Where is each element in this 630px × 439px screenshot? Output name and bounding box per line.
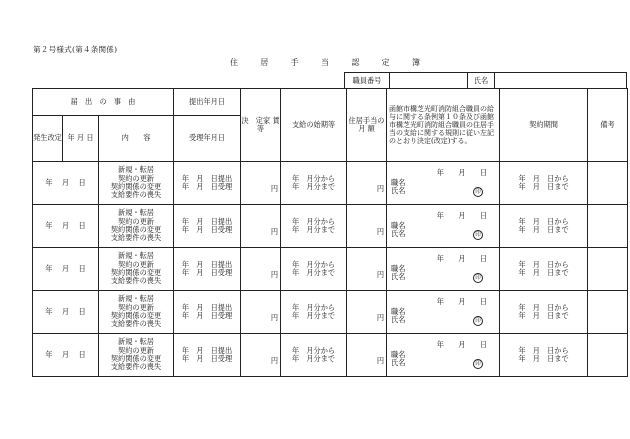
to-day: 年 月 日まで [518,182,569,191]
remarks-field[interactable] [588,162,628,205]
reason-item: 契約の更新 [118,259,154,269]
ordinance-text: 函館市構芝光町消防組合職員の給与に関する条例第１０条及び函館市構芝光町消防組合職員の住居手当の支給に関する規則に従い左記のとおり決定(改定)する。 [387,89,500,162]
contract-period[interactable] [500,162,588,205]
monthly-amount-field[interactable] [347,291,387,334]
from-month: 年 月分から [291,345,336,355]
monthly-amount-field[interactable] [347,162,387,205]
occurrence-date[interactable]: 年 月 日 [33,162,99,205]
from-month: 年 月分から [291,173,336,183]
reason-item: 支給要件の喪失 [110,319,162,329]
reason-list[interactable] [99,291,174,334]
title-char: 当 [320,58,329,67]
decision-date: 年 月 日 [436,210,488,220]
title-char: 簿 [411,58,420,67]
table-row [33,291,628,334]
name-label: 氏名 [391,358,406,368]
decision-block[interactable] [387,334,500,377]
payment-period[interactable] [281,248,347,291]
remarks-field[interactable] [588,205,628,248]
yen-unit: 円 [270,269,279,279]
name-label: 氏名 [468,73,495,89]
from-day: 年 月 日から [518,216,569,226]
receipt-date-header: 受理年月日 [174,116,241,162]
from-month: 年 月分から [291,302,336,312]
name-label: 氏名 [391,315,406,325]
name-field[interactable] [495,73,627,89]
reason-item: 契約の更新 [118,216,154,226]
decision-block[interactable] [387,248,500,291]
to-month: 年 月分まで [291,182,336,191]
to-day: 年 月 日まで [518,268,569,277]
table-row [33,334,628,377]
to-month: 年 月分まで [291,354,336,363]
yen-unit: 円 [376,226,385,236]
reason-item: 支給要件の喪失 [110,190,162,200]
payment-period[interactable] [281,291,347,334]
to-day: 年 月 日まで [518,354,569,363]
from-day: 年 月 日から [518,302,569,312]
title-label: 職名 [391,307,406,316]
reason-item: 契約関係の変更 [110,182,162,191]
received-date: 年 月 日受理 [181,311,233,320]
table-row [33,248,628,291]
title-char: 居 [260,58,269,67]
seal-icon: 印 [473,316,483,326]
title-label: 職名 [391,350,406,359]
yen-unit: 円 [270,312,279,322]
name-label: 氏名 [391,229,406,239]
reason-item: 新規・転居 [118,337,154,347]
yen-unit: 円 [376,183,385,193]
reason-item: 新規・転居 [118,294,154,304]
monthly-amount-header: 住居手当の 月 額 [347,89,387,162]
from-month: 年 月分から [291,216,336,226]
decision-date: 年 月 日 [436,339,488,349]
title-char: 住 [230,58,238,67]
submitted-date: 年 月 日提出 [181,302,233,312]
contract-period[interactable] [500,205,588,248]
decided-rent-field[interactable] [241,205,281,248]
decided-rent-field[interactable] [241,334,281,377]
to-day: 年 月 日まで [518,225,569,234]
decision-date: 年 月 日 [436,253,488,263]
decided-rent-header: 決 定家 賃 等 [241,89,281,162]
submit-receipt-date[interactable] [174,205,241,248]
seal-icon: 印 [473,230,483,240]
reason-item: 契約関係の変更 [110,268,162,277]
decided-rent-field[interactable] [241,291,281,334]
submit-receipt-date[interactable] [174,334,241,377]
reason-item: 契約の更新 [118,173,154,183]
submit-receipt-date[interactable] [174,248,241,291]
decision-block[interactable] [387,162,500,205]
remarks-field[interactable] [588,291,628,334]
reason-item: 支給要件の喪失 [110,362,162,372]
to-month: 年 月分まで [291,311,336,320]
seal-icon: 印 [473,359,483,369]
yen-unit: 円 [376,269,385,279]
form-number: 第２号様式(第４条関係) [33,45,118,54]
submitted-date: 年 月 日提出 [181,345,233,355]
date-header: 年 月 日 [63,116,99,162]
allowance-table [32,88,628,377]
contract-period[interactable] [500,334,588,377]
name-label: 氏名 [391,272,406,282]
title-label: 職名 [391,264,406,273]
submit-receipt-date[interactable] [174,291,241,334]
decision-date: 年 月 日 [436,296,488,306]
monthly-amount-field[interactable] [347,205,387,248]
reason-item: 支給要件の喪失 [110,276,162,286]
monthly-amount-field[interactable] [347,248,387,291]
contract-period[interactable] [500,291,588,334]
title-label: 職名 [391,221,406,230]
staff-number-field[interactable] [390,73,468,89]
to-month: 年 月分まで [291,268,336,277]
payment-start-header: 支給の始期等 [281,89,347,162]
title-char: 定 [381,58,390,67]
decision-block[interactable] [387,205,500,248]
decision-block[interactable] [387,291,500,334]
from-month: 年 月分から [291,259,336,269]
received-date: 年 月 日受理 [181,354,233,363]
payment-period[interactable] [281,162,347,205]
remarks-field[interactable] [588,334,628,377]
payment-period[interactable] [281,334,347,377]
remarks-header: 備考 [588,89,628,162]
received-date: 年 月 日受理 [181,182,233,191]
reason-item: 新規・転居 [118,251,154,261]
remarks-field[interactable] [588,248,628,291]
submitted-date: 年 月 日提出 [181,173,233,183]
seal-icon: 印 [473,273,483,283]
reason-item: 契約関係の変更 [110,354,162,363]
staff-number-label: 職員番号 [345,73,390,89]
occurrence-date[interactable]: 年 月 日 [33,205,99,248]
staff-header [344,72,627,89]
contents-header: 内 容 [99,116,174,162]
title-char: 手 [290,58,299,67]
yen-unit: 円 [270,183,279,193]
reason-list[interactable] [99,162,174,205]
reason-item: 支給要件の喪失 [110,233,162,243]
reason-item: 契約の更新 [118,302,154,312]
yen-unit: 円 [376,355,385,365]
yen-unit: 円 [270,355,279,365]
table-row [33,162,628,205]
monthly-amount-field[interactable] [347,334,387,377]
reason-list[interactable] [99,334,174,377]
occurrence-date[interactable]: 年 月 日 [33,248,99,291]
submitted-date: 年 月 日提出 [181,259,233,269]
reason-list[interactable] [99,248,174,291]
reason-item: 新規・転居 [118,208,154,218]
submit-receipt-date[interactable] [174,162,241,205]
seal-icon: 印 [473,187,483,197]
revision-header: 発生改定 [33,116,63,162]
table-row [33,205,628,248]
decided-rent-field[interactable] [241,248,281,291]
decision-date: 年 月 日 [436,167,488,177]
submit-date-header: 提出年月日 [174,89,241,116]
title-char: 認 [351,58,360,67]
title-label: 職名 [391,178,406,187]
name-label: 氏名 [391,186,406,196]
received-date: 年 月 日受理 [181,268,233,277]
to-month: 年 月分まで [291,225,336,234]
yen-unit: 円 [376,312,385,322]
reason-item: 契約関係の変更 [110,311,162,320]
submitted-date: 年 月 日提出 [181,216,233,226]
received-date: 年 月 日受理 [181,225,233,234]
from-day: 年 月 日から [518,345,569,355]
yen-unit: 円 [270,226,279,236]
page-title [230,57,420,68]
payment-period[interactable] [281,205,347,248]
contract-period-header: 契約期間 [500,89,588,162]
reason-list[interactable] [99,205,174,248]
reason-item: 契約関係の変更 [110,225,162,234]
to-day: 年 月 日まで [518,311,569,320]
contract-period[interactable] [500,248,588,291]
reason-item: 新規・転居 [118,165,154,175]
notification-matters-header: 届 出 の 事 由 [33,89,174,116]
occurrence-date[interactable]: 年 月 日 [33,291,99,334]
decided-rent-field[interactable] [241,162,281,205]
reason-item: 契約の更新 [118,345,154,355]
from-day: 年 月 日から [518,173,569,183]
occurrence-date[interactable]: 年 月 日 [33,334,99,377]
from-day: 年 月 日から [518,259,569,269]
